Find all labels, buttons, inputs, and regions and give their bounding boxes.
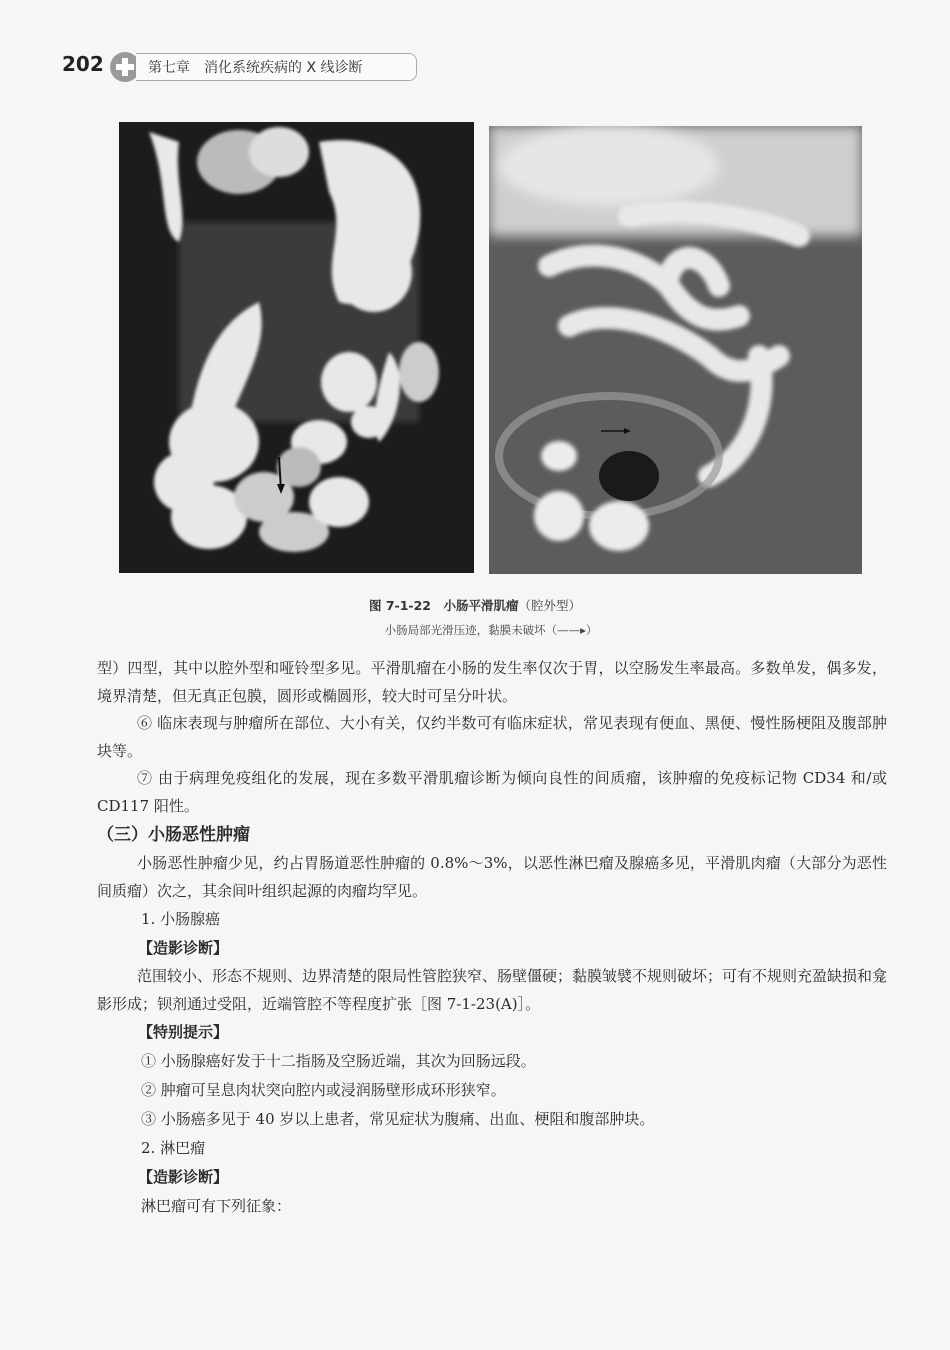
chapter-tab [136, 53, 417, 81]
paragraph: 范围较小、形态不规则、边界清楚的限局性管腔狭窄、肠壁僵硬；黏膜皱襞不规则破坏；可有不规则充盈缺损和龛影形成；钡剂通过受阻，近端管腔不等程度扩张［图 7-1-23(A)］。 [97, 967, 888, 1013]
xray-image-left [119, 122, 474, 573]
xray-image-right [489, 126, 862, 574]
section-heading: （三）小肠恶性肿瘤 [97, 825, 250, 845]
paragraph: 型）四型，其中以腔外型和哑铃型多见。平滑肌瘤在小肠的发生率仅次于胃，以空肠发生率最高。多数单发，偶多发，境界清楚，但无真正包膜，圆形或椭圆形，较大时可呈分叶状。 [97, 659, 887, 705]
chapter-title: 第七章 消化系统疾病的 X 线诊断 [148, 60, 363, 76]
figure-description: 小肠局部光滑压迹，黏膜未破坏（——▸） [384, 623, 598, 637]
figure-title-sub: （腔外型） [518, 598, 582, 613]
body-text [97, 655, 887, 1221]
paragraph: ⑥ 临床表现与肿瘤所在部位、大小有关，仅约半数可有临床症状，常见表现有便血、黑便、慢性肠梗阻及腹部肿块等。 [97, 714, 887, 760]
paragraph: 小肠恶性肿瘤少见，约占胃肠道恶性肿瘤的 0.8%～3%，以恶性淋巴瘤及腺癌多见，平滑肌肉瘤（大部分为恶性间质瘤）次之，其余间叶组织起源的肉瘤均罕见。 [97, 854, 887, 900]
page-header [62, 50, 422, 82]
subsection-heading: 2. 淋巴瘤 [141, 1139, 206, 1157]
subsection-heading: 1. 小肠腺癌 [141, 910, 221, 928]
paragraph: 淋巴瘤可有下列征象： [141, 1197, 292, 1215]
tag-heading: 【特别提示】 [138, 1023, 229, 1041]
list-item: ③ 小肠癌多见于 40 岁以上患者，常见症状为腹痛、出血、梗阻和腹部肿块。 [141, 1110, 655, 1128]
paragraph: ⑦ 由于病理免疫组化的发展，现在多数平滑肌瘤诊断为倾向良性的间质瘤，该肿瘤的免疫标记物 CD34 和/或 CD117 阳性。 [97, 769, 887, 815]
figure-title: 图 7-1-22 小肠平滑肌瘤 [368, 598, 519, 613]
page-number: 202 [62, 52, 104, 76]
figure-caption [0, 596, 950, 614]
list-item: ① 小肠腺癌好发于十二指肠及空肠近端，其次为回肠远段。 [141, 1052, 536, 1070]
tag-heading: 【造影诊断】 [138, 939, 229, 957]
list-item: ② 肿瘤可呈息肉状突向腔内或浸润肠壁形成环形狭窄。 [141, 1081, 506, 1099]
tag-heading: 【造影诊断】 [138, 1168, 229, 1186]
